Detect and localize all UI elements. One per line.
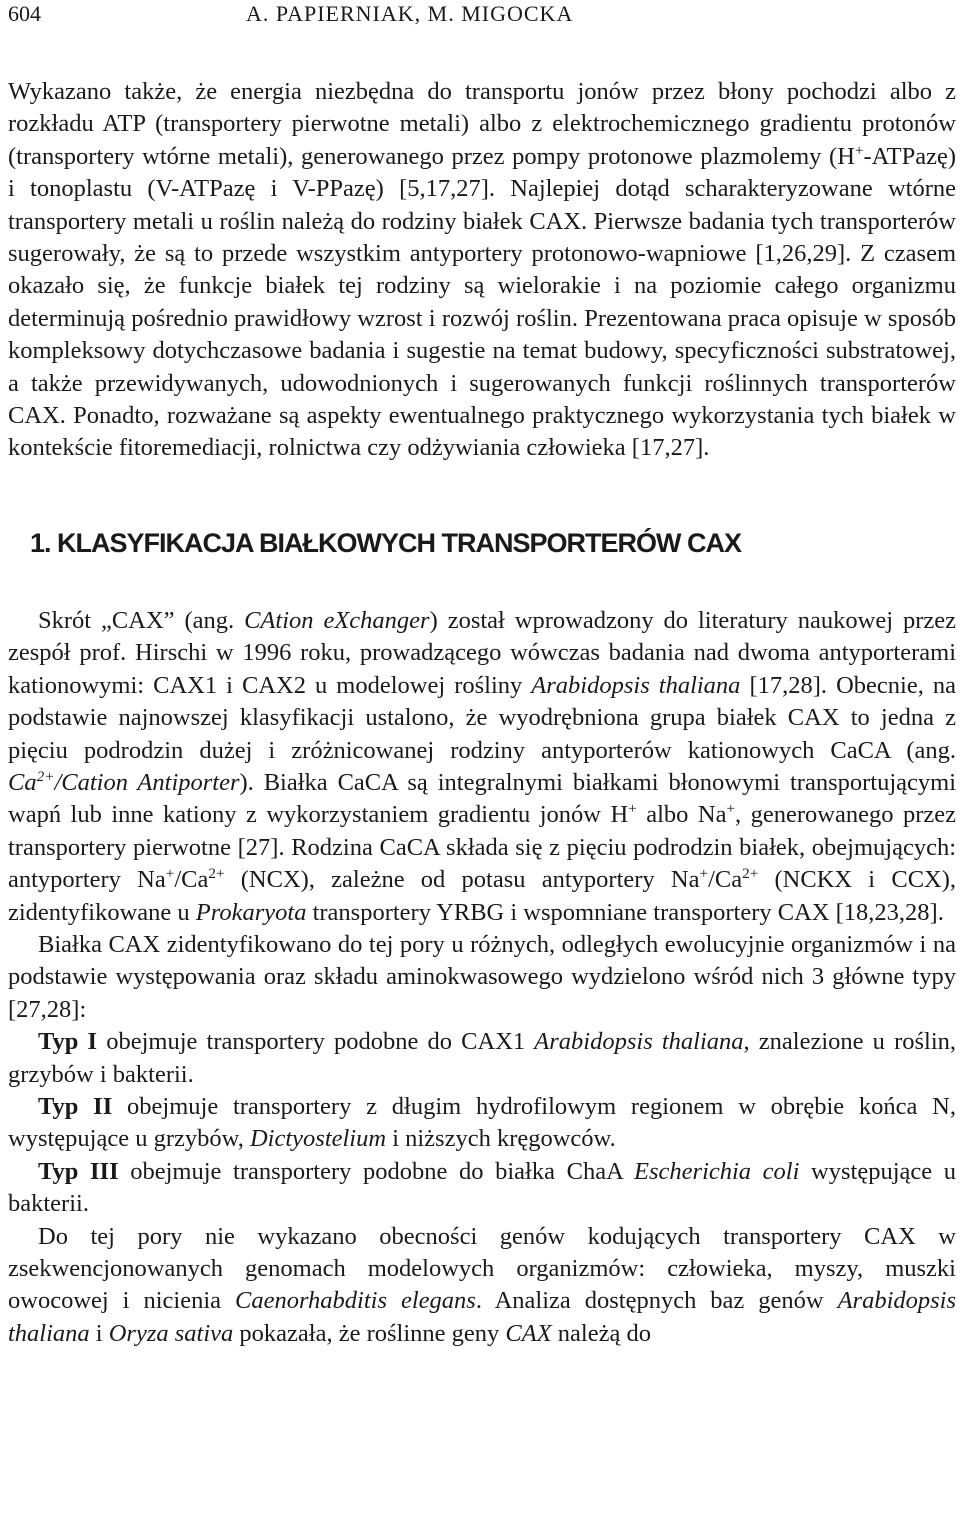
italic-term: Arabidopsis thaliana [534,1028,744,1056]
text-run: . Analiza dostępnych baz genów [475,1287,838,1315]
text-run: i niższych kręgowców. [386,1125,616,1153]
italic-term: Oryza sativa [108,1319,234,1347]
text-run: i [89,1319,109,1347]
running-head-authors: A. PAPIERNIAK, M. MIGOCKA [246,1,574,26]
italic-term: Arabidopsis thaliana [531,671,741,699]
intro-text: Wykazano także, że energia niezbędna do transportu jonów przez błony pochodzi albo z rozkładu ATP (transportery pierwotne metali) albo z elektrochemicznego gradientu protonów (transportery wtórne metali), generowanego przez pompy protonowe plazmolemy (H [8,78,956,170]
italic-term: Arabidopsis thaliana [8,1287,957,1347]
text-run: ). Białka CaCA są integralnymi białkami błonowymi transportującymi wapń lub inne kationy z wykorzystaniem gradientu jonów H [8,768,956,829]
superscript: + [854,141,864,159]
section-paragraph-2: Białka CAX zidentyfikowano do tej pory u różnych, odległych ewolucyjnie organizmów i na podstawie występowania oraz składu aminokwasowego wydzielono wśród nich 3 główne typy [27,28]: [8,930,956,1023]
type-label: Typ II [38,1092,113,1120]
text-run: obejmuje transportery podobne do CAX1 [97,1028,535,1056]
type-3-paragraph [8,1156,956,1221]
type-2-paragraph [8,1091,956,1156]
text-run: obejmuje transportery z długim hydrofilowym regionem w obrębie końca N, występujące u grzybów, [8,1092,957,1153]
superscript: 2+ [742,865,759,883]
italic-term: Dictyostelium [249,1125,387,1153]
text-run: albo Na [636,801,727,829]
italic-term: Escherichia coli [634,1157,800,1185]
superscript: + [628,800,637,818]
italic-term: CAtion eXchanger [244,606,430,634]
text-run: występujące u bakterii. [8,1157,956,1218]
text-run: należą do [551,1319,651,1347]
text-run: /Ca [708,866,743,894]
text-run: Do tej pory nie wykazano obecności genów kodujących transportery CAX w zsekwencjonowanych genomach modelowych organizmów: człowieka, myszy, muszki owocowej i nicienia [8,1222,956,1315]
text-run: ) został wprowadzony do literatury naukowej przez zespół prof. Hirschi w 1996 roku, prowadzącego wówczas badania nad dwoma antyporterami kationowymi: CAX1 i CAX2 u modelowej rośliny [8,606,956,699]
page-number: 604 [8,1,41,26]
text-run: transportery YRBG i wspomniane transportery CAX [18,23,28]. [306,898,944,926]
text-run: [17,28]. Obecnie, na podstawie najnowszej klasyfikacji ustalono, że wyodrębniona grupa białek CAX to jedna z pięciu podrodzin dużej i zróżnicowanej rodziny antyporterów kationowych CaCA (ang. [8,671,956,764]
running-head [8,0,956,28]
intro-text: -ATPazę) i tonoplastu (V-ATPazę i V-PPazę) [5,17,27]. Najlepiej dotąd scharakteryzowane wtórne transportery metali u roślin należą do rodziny białek CAX. Pierwsze badania tych transporterów sugerowały, że są to przede wszystkim antyportery protonowo-wapniowe [1,26,29]. Z czasem okazało się, że funkcje białek tej rodziny są wielorakie i na poziomie całego organizmu determinują pośrednio prawidłowy wzrost i rozwój roślin. Prezentowana praca opisuje w sposób kompleksowy dotychczasowe badania i sugestie na temat budowy, specyficzności substratowej, a także przewidywanych, udowodnionych i sugerowanych funkcji roślinnych transporterów CAX. Ponadto, rozważane są aspekty ewentualnego praktycznego wykorzystania tych białek w kontekście fitoremediacji, rolnictwa czy odżywiania człowieka [17,27]. [8,142,956,462]
text-run: (NCX), zależne od potasu antyportery Na [224,866,700,894]
superscript: + [165,865,175,883]
superscript: + [726,800,736,818]
text-run: , znalezione u roślin, grzybów i bakterii. [8,1028,956,1088]
text-run: (NCKX i CCX), zidentyfikowane u [8,866,957,926]
italic-term: Caenorhabditis elegans [234,1287,476,1315]
section-heading: 1. KLASYFIKACJA BIAŁKOWYCH TRANSPORTERÓW CAX [30,527,742,558]
page [8,0,956,1350]
superscript: + [699,865,709,883]
final-paragraph [8,1221,956,1351]
text-run: Ca [8,768,37,796]
superscript: 2+ [208,865,225,883]
text-run: , generowanego przez transportery pierwotne [27]. Rodzina CaCA składa się z pięciu podrodzin białek, obejmujących: antyportery Na [8,801,956,894]
text-run: obejmuje transportery podobne do białka ChaA [118,1157,635,1185]
type-label: Typ I [38,1028,98,1056]
italic-term [8,769,240,796]
italic-term: CAX [505,1319,552,1347]
text-run: /Ca [174,866,209,894]
superscript: 2+ [36,767,55,785]
type-label: Typ III [38,1157,119,1185]
italic-term: Prokaryota [195,898,307,926]
section-paragraph-1 [8,605,956,929]
text-run: /Cation Antiporter [54,768,240,796]
intro-paragraph [8,76,956,465]
text-run: pokazała, że roślinne geny [233,1319,506,1347]
text-run: Skrót „CAX” (ang. [38,606,245,634]
type-1-paragraph [8,1026,956,1091]
